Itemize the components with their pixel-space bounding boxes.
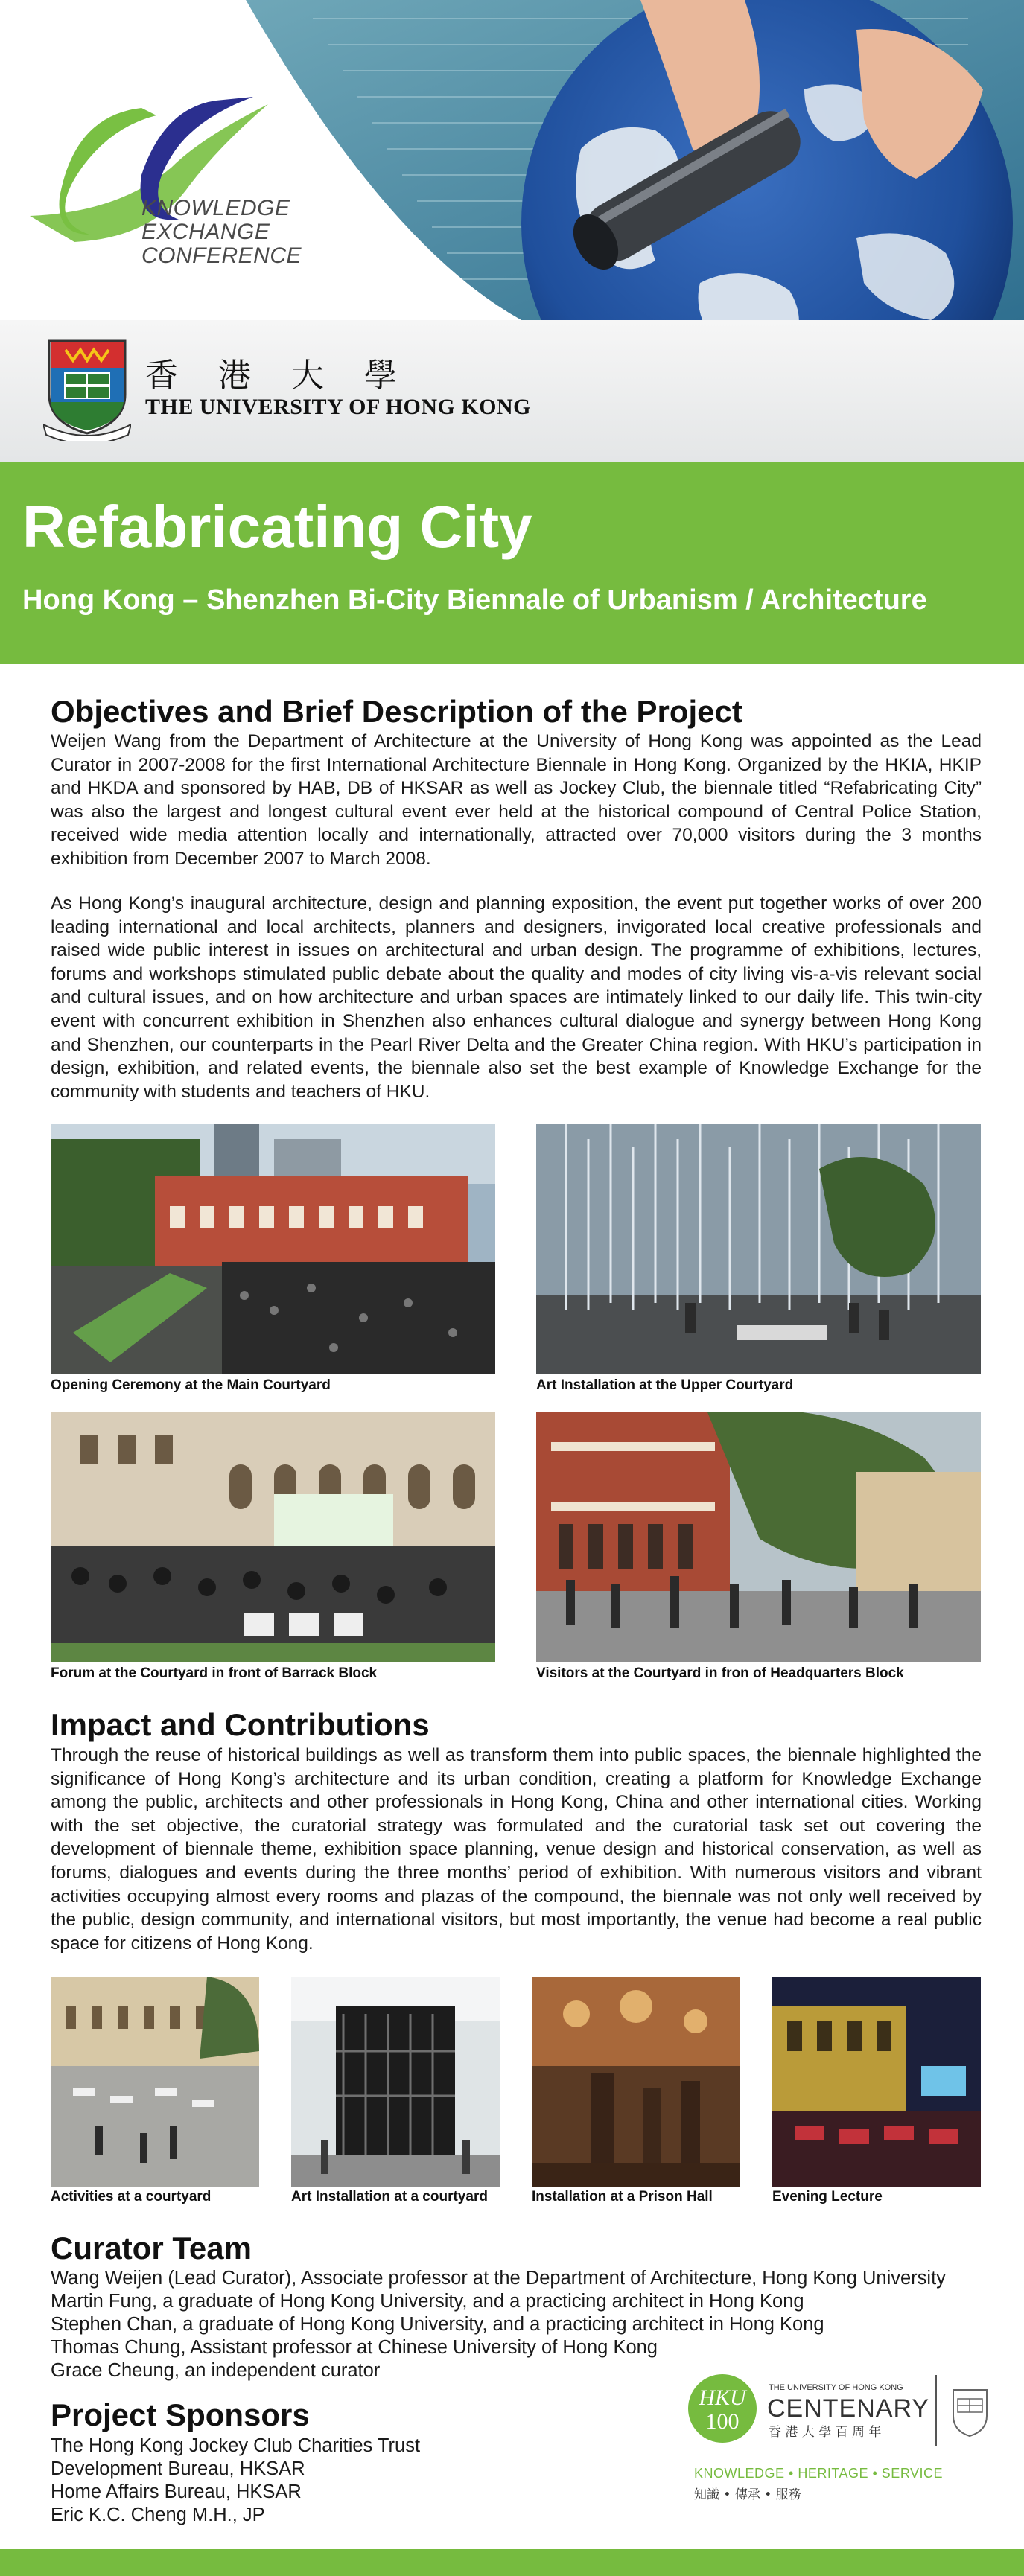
sponsor-item: Home Affairs Bureau, HKSAR	[51, 2481, 302, 2502]
caption-opening-ceremony: Opening Ceremony at the Main Courtyard	[51, 1377, 331, 1393]
curator-team-heading: Curator Team	[51, 2231, 252, 2266]
kec-line-1: KNOWLEDGE	[141, 196, 290, 220]
sponsor-item: Eric K.C. Cheng M.H., JP	[51, 2505, 265, 2525]
photo-art-installation-courtyard	[291, 1977, 500, 2187]
hku-crest-icon	[43, 335, 131, 441]
photo-prison-hall	[532, 1977, 740, 2187]
sponsors-heading: Project Sponsors	[51, 2397, 310, 2432]
photo-opening-ceremony	[51, 1124, 495, 1374]
university-chinese-name: 香 港 大 學	[145, 357, 412, 395]
photo-art-installation-upper	[536, 1124, 981, 1374]
footer-green-bar	[0, 2549, 1024, 2576]
impact-heading: Impact and Contributions	[51, 1707, 430, 1742]
objectives-paragraph-2: As Hong Kong’s inaugural architecture, design and planning exposition, the event put together works of over 200 leading international and local architects, planners and designers, invigorated local creative professionals and raised wide public interest in issues on architectural and urban design. The programme of exhibitions, lectures, forums and workshops stimulated public debate about the quality and modes of city living vis-a-vis relevant social and cultural issues, and on how architecture and urban spaces are intimately linked to our daily life. This twin-city event with concurrent exhibition in Shenzhen also enhances cultural dialogue and synergy between Hong Kong and Shenzhen, our counterparts in the Pearl River Delta and the Greater China region. With HKU’s participation in design, exhibition, and related events, the biennale also set the best example of Knowledge Exchange for the community with students and teachers of HKU.	[51, 893, 982, 1102]
caption-art-installation-courtyard: Art Installation at a courtyard	[291, 2189, 488, 2204]
curator-member: Grace Cheung, an independent curator	[51, 2360, 381, 2381]
kec-line-3: CONFERENCE	[141, 243, 302, 268]
centenary-tagline: KNOWLEDGE • HERITAGE • SERVICE	[694, 2466, 943, 2481]
hku-crest-small-icon	[953, 2390, 987, 2436]
hku-centenary-logo	[685, 2368, 1005, 2516]
caption-visitors-headquarters: Visitors at the Courtyard in fron of Headquarters Block	[536, 1665, 904, 1681]
centenary-tagline-chinese: 知識 • 傳承 • 服務	[694, 2487, 801, 2502]
centenary-small-text: THE UNIVERSITY OF HONG KONG	[769, 2383, 903, 2392]
caption-prison-hall: Installation at a Prison Hall	[532, 2189, 713, 2204]
photo-activities-courtyard	[51, 1977, 259, 2187]
svg-text:100: 100	[705, 2409, 740, 2434]
kec-line-2: EXCHANGE	[141, 220, 270, 244]
sponsor-item: The Hong Kong Jockey Club Charities Trust	[51, 2435, 421, 2456]
objectives-heading: Objectives and Brief Description of the Project	[51, 694, 742, 729]
curator-member: Stephen Chan, a graduate of Hong Kong University, and a practicing architect in Hong Kong	[51, 2314, 824, 2335]
page-title: Refabricating City	[22, 494, 532, 560]
objectives-paragraph-1: Weijen Wang from the Department of Architecture at the University of Hong Kong was appointed as the Lead Curator in 2007-2008 for the first International Architecture Biennale in Hong Kong. Organized by the HKIA, HKIP and HKDA and sponsored by HAB, DB of HKSAR as well as Jockey Club, the biennale titled “Refabricating City” was also the largest and longest cultural event ever held at the historical compound of Central Police Station, received wide media attention locally and internationally, attracted over 70,000 visitors during the 3 months exhibition from December 2007 to March 2008.	[51, 731, 982, 869]
sponsor-item: Development Bureau, HKSAR	[51, 2458, 305, 2479]
curator-member: Martin Fung, a graduate of Hong Kong University, and a practicing architect in Hong Kong	[51, 2291, 804, 2312]
kec-wordmark	[141, 197, 302, 268]
impact-paragraph: Through the reuse of historical buildings as well as transform them into public spaces, the biennale highlighted the significance of Hong Kong’s architecture and its urban condition, creating a platform for Knowledge Exchange among the public, architects and other professionals in Hong Kong, China and other international cities. Working with the set objective, the curatorial strategy was formulated and the curatorial task set out covering the development of biennale theme, exhibition space planning, venue design and historical conservation, as well as forums, dialogues and events during the three months’ period of exhibition. With numerous visitors and vibrant activities occupying almost every rooms and plazas of the compound, the biennale was not only well received by the public, design community, and international visitors, but most importantly, the venue had become a real public space for citizens of Hong Kong.	[51, 1745, 982, 1954]
university-english-name: THE UNIVERSITY OF HONG KONG	[145, 395, 532, 419]
curator-member: Thomas Chung, Assistant professor at Chinese University of Hong Kong	[51, 2337, 658, 2358]
header	[0, 0, 1024, 462]
photo-visitors-headquarters	[536, 1412, 981, 1662]
caption-activities-courtyard: Activities at a courtyard	[51, 2189, 212, 2204]
centenary-badge-text: HKU	[699, 2385, 746, 2410]
title-banner	[0, 462, 1024, 664]
photo-evening-lecture	[772, 1977, 981, 2187]
page-subtitle: Hong Kong – Shenzhen Bi-City Biennale of Urbanism / Architecture	[22, 584, 927, 616]
curator-member: Wang Weijen (Lead Curator), Associate professor at the Department of Architecture, Hong Kong University	[51, 2268, 946, 2289]
centenary-big-text: CENTENARY	[767, 2394, 930, 2423]
centenary-chinese-text: 香 港 大 學 百 周 年	[769, 2425, 882, 2440]
caption-art-installation-upper: Art Installation at the Upper Courtyard	[536, 1377, 794, 1393]
photo-forum-barrack	[51, 1412, 495, 1662]
caption-forum-barrack: Forum at the Courtyard in front of Barrack Block	[51, 1665, 378, 1681]
caption-evening-lecture: Evening Lecture	[772, 2189, 883, 2204]
